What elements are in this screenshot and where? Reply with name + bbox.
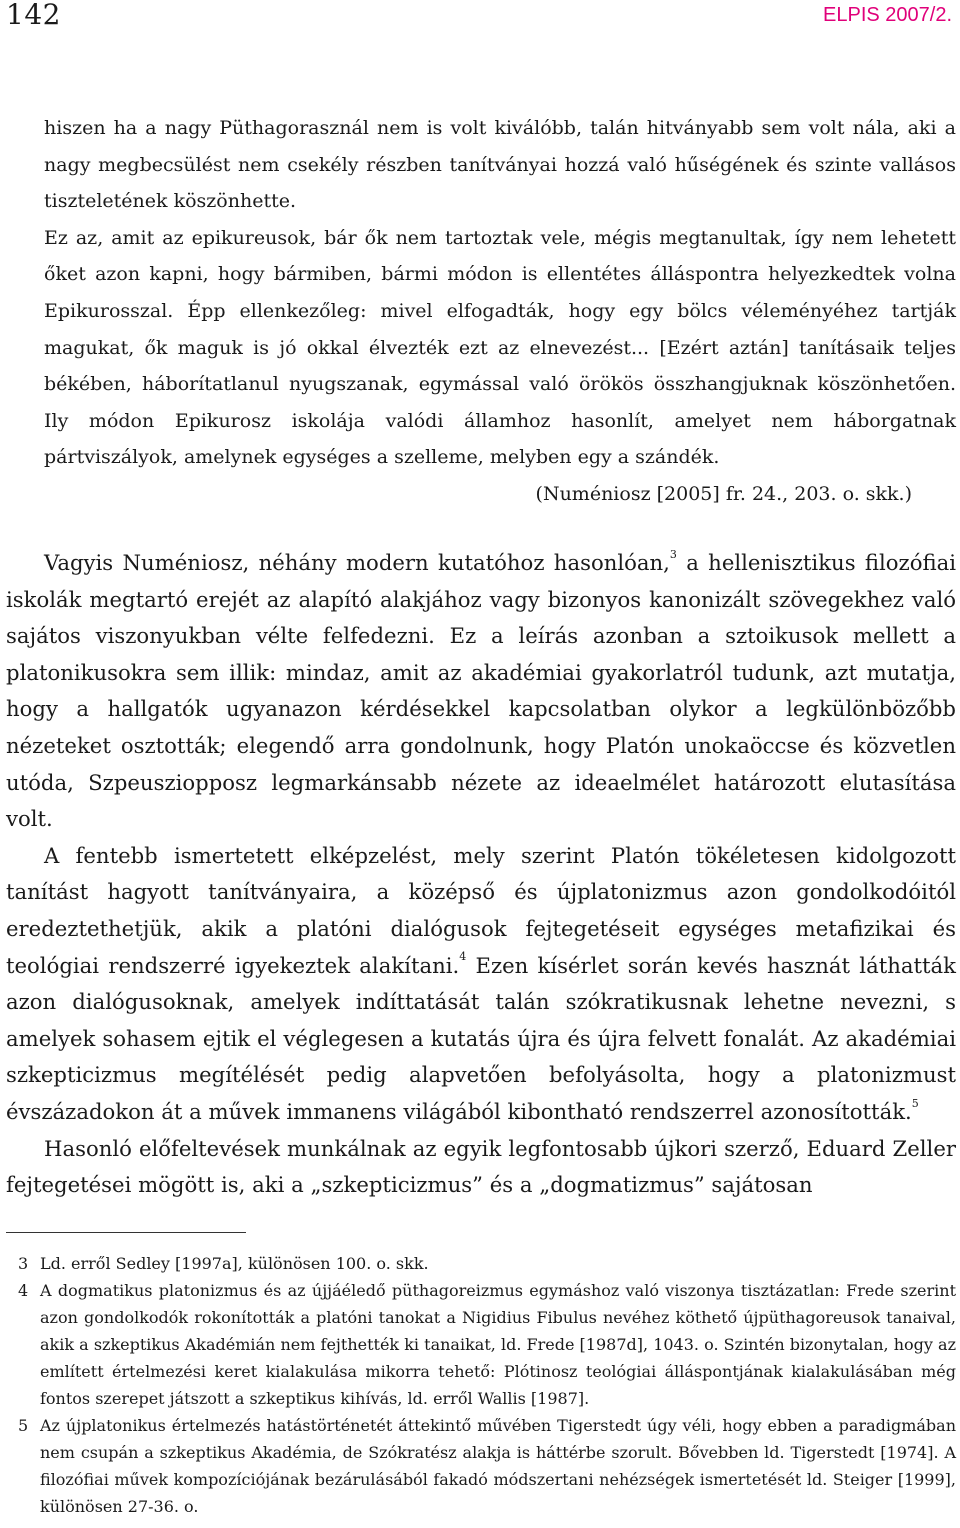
- quote-citation: (Numéniosz [2005] fr. 24., 203. o. skk.): [535, 482, 912, 505]
- footnote-number: 3: [18, 1254, 29, 1273]
- footnote: [6, 1412, 956, 1520]
- page-number: 142: [6, 0, 61, 31]
- footnote-text: A dogmatikus platonizmus és az újjáéledő püthagoreizmus egymáshoz való viszonya tisztázatlan: Frede szerint azon gondolkodók rokonították a platóni tanokat a Nigidius Fibulus nevéhez köthető újpüthagoreusok tanaival, akik a szkeptikus Akadémián nem fejthették ki tanaikat, ld. Frede [1987d], 1043. o. Szintén bizonytalan, hogy az említett értelmezési keret kialakulása mikorra tehető: Plótinosz teológiai álláspontjának kialakulásában még fontos szerepet játszott a szkeptikus kihívás, ld. erről Wallis [1987].: [40, 1281, 956, 1408]
- body-text-run: A fentebb ismertetett elképzelést, mely szerint Platón tökéletesen kidolgozott tanítást hagyott tanítványaira, a középső és újplatonizmus azon gondolkodóitól eredeztethetjük, akik a platóni dialógusok fejtegetéseit egységes metafizikai és teológiai rendszerré igyekeztek alakítani.: [6, 842, 956, 978]
- footnote-divider: [6, 1232, 246, 1233]
- body-paragraph: Hasonló előfeltevések munkálnak az egyik legfontosabb újkori szerző, Eduard Zeller fejtegetései mögött is, aki a „szkepticizmus” és a „dogmatizmus” sajátosan: [6, 1135, 956, 1198]
- footnote-ref: 5: [911, 1096, 919, 1110]
- footnotes: [6, 1250, 956, 1520]
- journal-reference: ELPIS 2007/2.: [823, 4, 952, 26]
- footnote-number: 4: [18, 1281, 29, 1300]
- body-paragraph: [6, 545, 956, 838]
- page-header: [6, 0, 952, 40]
- footnote: [6, 1250, 956, 1277]
- body-text-run: a hellenisztikus filozófiai iskolák megtartó erejét az alapító alakjához vagy bizonyos kanonizált szövegekhez való sajátos viszonyukban vélte felfedezni. Ez a leírás azonban a sztoikusok mellett a platonikusokra sem illik: mindaz, amit az akadémiai gyakorlatról tudunk, azt mutatja, hogy a hallgatók ugyanazon kérdésekkel kapcsolatban olykor a legkülönbözőbb nézeteket osztották; elegendő arra gondolnunk, hogy Platón unokaöccse és közvetlen utóda, Szpeusziopposz legmarkánsabb nézete az ideaelmélet határozott elutasítása volt.: [6, 550, 957, 832]
- body-paragraph: [6, 838, 956, 1131]
- footnote-text: Az újplatonikus értelmezés hatástörténetét áttekintő művében Tigerstedt úgy véli, hogy ebben a paradigmában nem csupán a szkeptikus Akadémia, de Szókratész alakja is háttérbe szorult. Bővebben ld. Tigerstedt [1974]. A filozófiai művek kompozíciójának bezárulásából fakadó módszertani nehézségek ismertetését ld. Steiger [1999], különösen 27-36. o.: [40, 1416, 956, 1516]
- footnote: [6, 1277, 956, 1412]
- footnote-text: Ld. erről Sedley [1997a], különösen 100. o. skk.: [40, 1254, 429, 1273]
- body-text: [6, 545, 956, 1204]
- footnote-number: 5: [18, 1416, 29, 1435]
- body-text-run: Vagyis Numéniosz, néhány modern kutatóhoz hasonlóan,: [44, 550, 670, 575]
- footnote-ref: 4: [459, 950, 467, 964]
- footnote-ref: 3: [669, 547, 677, 561]
- quote-paragraph: hiszen ha a nagy Püthagorasznál nem is volt kiválóbb, talán hitványabb sem volt nála, aki a nagy megbecsülést nem csekély részben tanítványai hozzá való hűségének és szinte vallásos tiszteletének köszönhette.: [44, 117, 956, 213]
- body-text-run: Ezen kísérlet során kevés hasznát láthatták azon dialógusoknak, amelyek indíttatását talán szókratikusnak lehetne nevezni, s amelyek sohasem ejtik el véglegesen a kutatás újra és újra felvett fonalát. Az akadémiai szkepticizmus megítélését pedig alapvetően befolyásolta, hogy a platonizmust évszázadokon át a művek immanens világából kibontható rendszerrel azonosították.: [6, 952, 956, 1124]
- block-quote: [44, 110, 956, 513]
- quote-paragraph: Ez az, amit az epikureusok, bár ők nem tartoztak vele, mégis megtanultak, így nem lehetett őket azon kapni, hogy bármiben, bármi módon is ellentétes álláspontra helyezkedtek volna Epikurosszal. Épp ellenkezőleg: mivel elfogadták, hogy egy bölcs véleményéhez tartják magukat, ők maguk is jó okkal élvezték ezt az elnevezést... [Ezért aztán] tanításaik teljes békében, háborítatlanul nyugszanak, egymással való örökös összhangjuknak köszönhetően. Ily módon Epikurosz iskolája valódi államhoz hasonlít, amelyet nem háborgatnak pártviszályok, amelynek egységes a szelleme, melyben egy a szándék.: [44, 226, 956, 469]
